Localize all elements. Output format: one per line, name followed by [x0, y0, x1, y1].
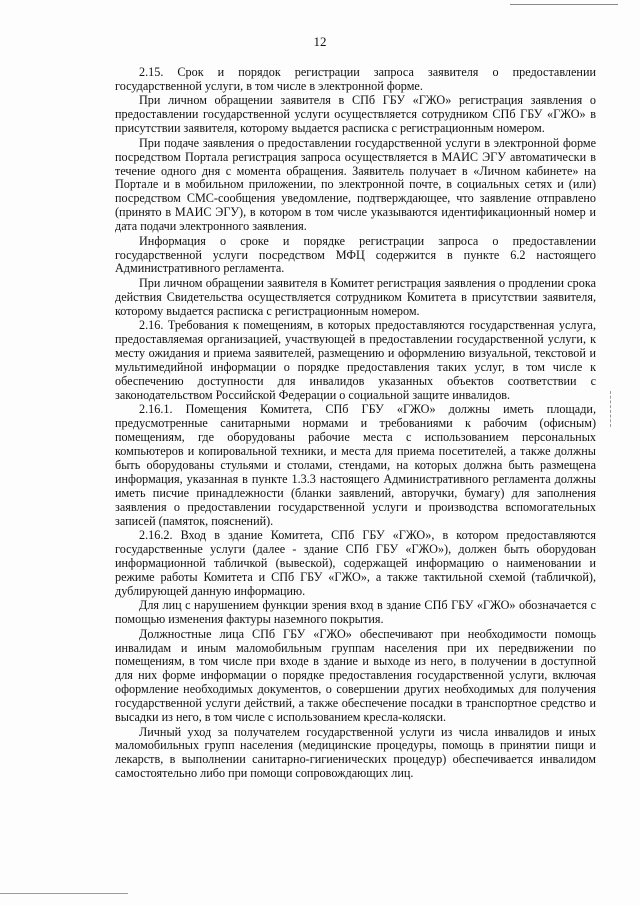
paragraph-personal-care: Личный уход за получателем государственной услуги из числа инвалидов и иных маломобильных групп населения (медицинские процедуры, помощь в принятии пищи и лекарств, в выполнении санитарно-гигиенических процедур) обеспечивается инвалидом самостоятельно либо при помощи сопровождающих лиц.: [115, 724, 596, 781]
footnote-rule: [0, 893, 128, 894]
paragraph-committee-registration: При личном обращении заявителя в Комитет регистрация заявления о продлении срока действия Свидетельства осуществляется сотрудником Комитета в присутствии заявителя, которому выдается расписка с регистрационным номером.: [115, 275, 596, 318]
paragraph-officials-assistance: Должностные лица СПб ГБУ «ГЖО» обеспечивают при необходимости помощь инвалидам и иным маломобильным группам населения при их передвижении по помещениям, в том числе при входе в здание и выходе из него, в получении в доступной для них форме информации о порядке предоставления государственной услуги, включая оформление необходимых документов, о совершении других необходимых для получения государственной услуги действий, а также обеспечение посадки в транспортное средство и высадки из него, в том числе с использованием кресла-коляски.: [115, 626, 596, 725]
margin-mark: [610, 391, 612, 427]
paragraph-personal-registration: При личном обращении заявителя в СПб ГБУ «ГЖО» регистрация заявления о предоставлении государственной услуги осуществляется сотрудником СПб ГБУ «ГЖО» в присутствии заявителя, которому выдается расписка с регистрационным номером.: [115, 93, 596, 136]
top-rule: [510, 4, 618, 5]
document-body: [115, 66, 596, 782]
paragraph-electronic-registration: При подаче заявления о предоставлении государственной услуги в электронной форме посредством Портала регистрация запроса осуществляется в МАИС ЭГУ автоматически в течение одного дня с момента обращения. Заявитель получает в «Личном кабинете» на Портале и в мобильном приложении, по электронной почте, в социальных сетях и (или) посредством СМС-сообщения уведомление, подтверждающее, что заявление отправлено (принято в МАИС ЭГУ), в котором в том числе указываются идентификационный номер и дата подачи электронного заявления.: [115, 135, 596, 234]
paragraph-mfc-registration: Информация о сроке и порядке регистрации запроса о предоставлении государственной услуги посредством МФЦ содержится в пункте 6.2 настоящего Административного регламента.: [115, 233, 596, 276]
page-number: 12: [313, 34, 327, 49]
paragraph-2-16: 2.16. Требования к помещениям, в которых предоставляются государственная услуга, предоставляемая организацией, участвующей в предоставлении государственной услуги, к месту ожидания и приема заявителей, размещению и оформлению визуальной, текстовой и мультимедийной информации о порядке предоставления таких услуг, в том числе к обеспечению доступности для инвалидов указанных объектов соответствии с законодательством Российской Федерации о социальной защите инвалидов.: [115, 318, 596, 402]
paragraph-2-16-2: 2.16.2. Вход в здание Комитета, СПб ГБУ «ГЖО», в котором предоставляются государственные услуги (далее - здание СПб ГБУ «ГЖО»), должен быть оборудован информационной табличкой (вывеской), содержащей информацию о наименовании и режиме работы Комитета и СПб ГБУ «ГЖО», а также тактильной схемой (табличкой), дублирующей данную информацию.: [115, 528, 596, 598]
paragraph-2-15: 2.15. Срок и порядок регистрации запроса заявителя о предоставлении государственной услуги, в том числе в электронной форме.: [115, 65, 596, 93]
paragraph-vision-impaired: Для лиц с нарушением функции зрения вход в здание СПб ГБУ «ГЖО» обозначается с помощью изменения фактуры наземного покрытия.: [115, 598, 596, 627]
paragraph-2-16-1: 2.16.1. Помещения Комитета, СПб ГБУ «ГЖО» должны иметь площади, предусмотренные санитарными нормами и требованиями к рабочим (офисным) помещениям, где оборудованы рабочие места с использованием персональных компьютеров и копировальной техники, и места для приема посетителей, а также должны быть оборудованы стульями и столами, стендами, на которых должна быть размещена информация, указанная в пункте 1.3.3 настоящего Административного регламента должны иметь писчие принадлежности (бланки заявлений, авторучки, бумагу) для заполнения заявления о предоставлении государственной услуги и производства вспомогательных записей (памяток, пояснений).: [115, 402, 596, 528]
